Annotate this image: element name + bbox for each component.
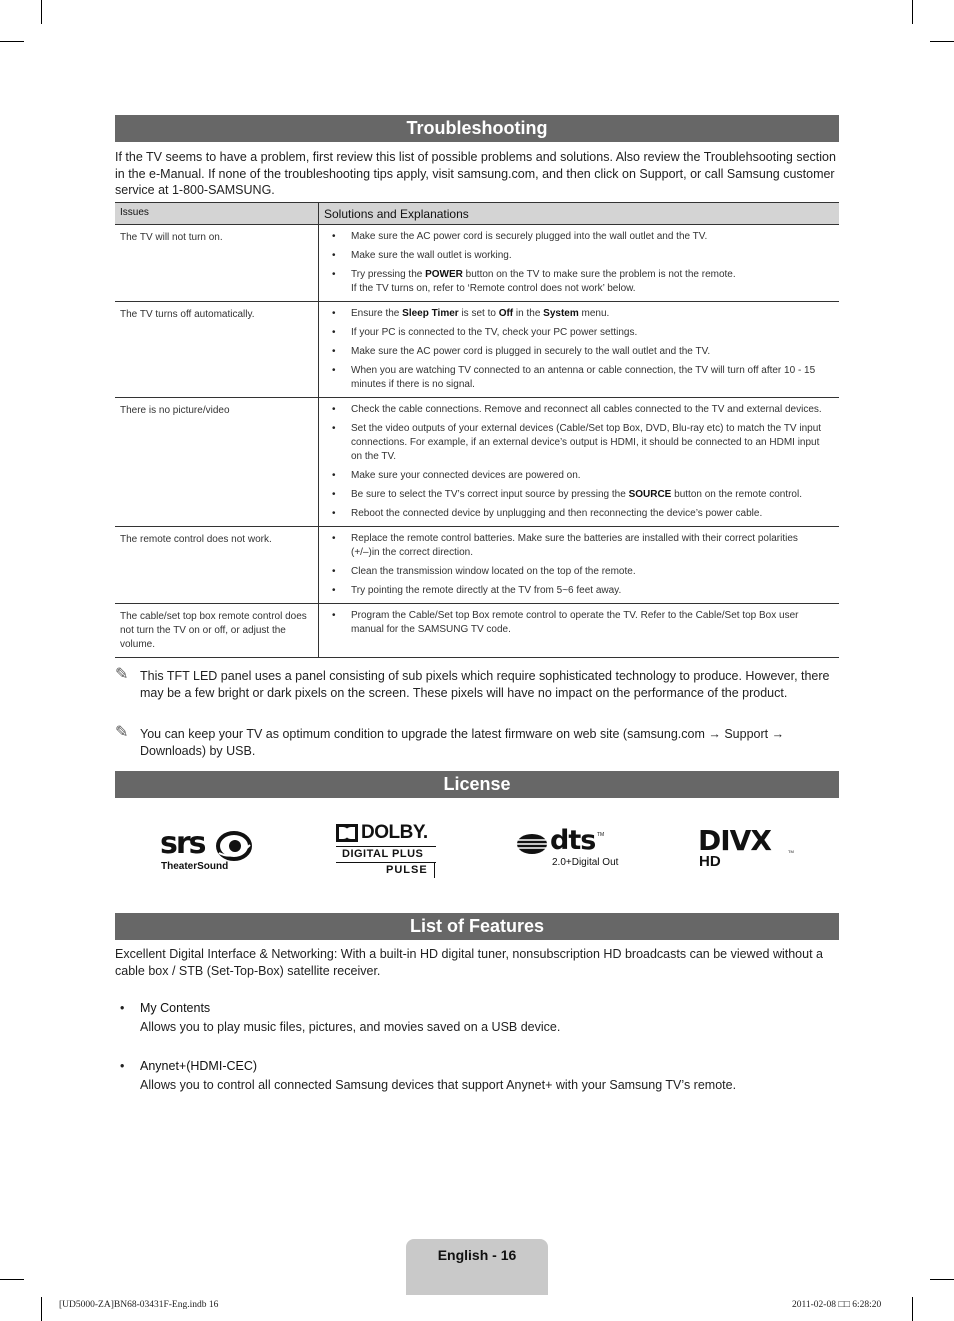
dolby-digital-plus-pulse-logo <box>336 823 438 879</box>
dts-logo-text: dts <box>550 825 596 856</box>
note-pixels-text: This TFT LED panel uses a panel consisting of sub pixels which require sophisticated technology to produce. However, there may be a few bright or dark pixels on the screen. These pixels will have no impact on the performance of the product. <box>140 669 830 700</box>
dts-digital-out-text: 2.0+Digital Out <box>552 857 619 868</box>
list-item: • Try pointing the remote directly at the TV from 5~6 feet away. <box>324 584 834 598</box>
feature-title: Anynet+(HDMI-CEC) <box>140 1059 258 1073</box>
solutions-cell <box>319 225 840 302</box>
feature-title: My Contents <box>140 1001 211 1015</box>
list-item: • Make sure the AC power cord is securely plugged into the wall outlet and the TV. <box>324 230 834 244</box>
date-info: 2011-02-08 □□ 6:28:20 <box>792 1300 882 1310</box>
pencil-note-icon: ✎ <box>115 666 129 683</box>
srs-logo-subtext: TheaterSound <box>161 861 229 872</box>
list-item: • Reboot the connected device by unplugging and then reconnecting the device’s power cable. <box>324 507 834 521</box>
list-item: • Make sure your connected devices are powered on. <box>324 469 834 483</box>
dts-tm-mark: TM <box>597 832 605 838</box>
solutions-list <box>324 230 834 296</box>
dolby-pulse-text: PULSE <box>386 864 428 876</box>
solutions-cell <box>319 302 840 398</box>
issue-cell: The TV turns off automatically. <box>115 302 319 398</box>
srs-theatersound-logo <box>160 828 255 876</box>
crop-mark <box>0 1279 24 1280</box>
dolby-double-d-icon <box>336 824 358 842</box>
solutions-list <box>324 403 834 521</box>
list-item: • Set the video outputs of your external devices (Cable/Set top Box, DVD, Blu-ray etc) to match the TV input connections. For example, if an external device’s output is HDMI, it should be connected to an HDMI input on the TV. <box>324 422 834 464</box>
list-item: • When you are watching TV connected to an antenna or cable connection, the TV will turn off after 10 - 15 minutes if there is no signal. <box>324 364 834 392</box>
table-row <box>115 527 839 604</box>
solutions-list <box>324 307 834 392</box>
features-intro: Excellent Digital Interface & Networking: With a built-in HD digital tuner, nonsubscription HD broadcasts can be viewed without a cable box / STB (Set-Top-Box) satellite receiver. <box>115 947 823 978</box>
crop-mark <box>0 41 24 42</box>
feature-description: Allows you to play music files, pictures, and movies saved on a USB device. <box>140 1020 561 1034</box>
table-row <box>115 302 839 398</box>
issue-cell: There is no picture/video <box>115 398 319 527</box>
list-item: • If your PC is connected to the TV, check your PC power settings. <box>324 326 834 340</box>
divx-tm-mark: TM <box>788 849 794 854</box>
page-number-tab: English - 16 <box>406 1239 548 1295</box>
dolby-digital-plus-text: DIGITAL PLUS <box>342 848 424 860</box>
solutions-list <box>324 532 834 598</box>
column-header-issues: Issues <box>115 203 319 225</box>
divx-hd-text: HD <box>699 853 721 870</box>
features-heading: List of Features <box>115 913 839 940</box>
dts-wave-icon <box>516 833 548 855</box>
troubleshooting-heading: Troubleshooting <box>115 115 839 142</box>
issue-cell: The remote control does not work. <box>115 527 319 604</box>
dts-digital-out-logo <box>516 825 621 870</box>
table-row <box>115 225 839 302</box>
list-item: • Clean the transmission window located on the top of the remote. <box>324 565 834 579</box>
divx-logo-text: DIVX <box>698 824 771 857</box>
column-header-solutions: Solutions and Explanations <box>319 203 840 225</box>
solutions-cell <box>319 604 840 658</box>
list-item: • Try pressing the POWER button on the TV to make sure the problem is not the remote. If the TV turns on, refer to ‘Remote control does not work’ below. <box>324 268 834 296</box>
crop-mark <box>930 1279 954 1280</box>
list-item: • Ensure the Sleep Timer is set to Off in the System menu. <box>324 307 834 321</box>
bullet: • <box>120 1059 125 1073</box>
troubleshooting-intro: If the TV seems to have a problem, first review this list of possible problems and solutions. Also review the Troublehsooting section in the e-Manual. If none of the troubleshooting tips apply, visit samsung.com, and then click on Support, or call Samsung customer service at 1-800-SAMSUNG. <box>115 150 836 197</box>
list-item: • Program the Cable/Set top Box remote control to operate the TV. Refer to the Cable/Set top Box user manual for the SAMSUNG TV code. <box>324 609 834 637</box>
note-pixels <box>115 668 839 702</box>
list-item: • Make sure the AC power cord is plugged in securely to the wall outlet and the TV. <box>324 345 834 359</box>
crop-mark <box>930 41 954 42</box>
bullet: • <box>120 1001 125 1015</box>
list-item: • Make sure the wall outlet is working. <box>324 249 834 263</box>
divx-hd-logo <box>698 824 798 873</box>
note-firmware-text: You can keep your TV as optimum condition to upgrade the latest firmware on web site (samsung.com → Support → Downloads) by USB. <box>140 727 785 758</box>
table-row <box>115 604 839 658</box>
feature-description: Allows you to control all connected Samsung devices that support Anynet+ with your Samsung TV’s remote. <box>140 1078 737 1092</box>
solutions-cell <box>319 398 840 527</box>
feature-item <box>115 1058 839 1098</box>
crop-mark <box>912 0 913 24</box>
file-info: [UD5000-ZA]BN68-03431F-Eng.indb 16 <box>59 1300 219 1310</box>
srs-logo-text: srs <box>160 826 205 861</box>
srs-eye-icon <box>216 831 252 861</box>
license-heading: License <box>115 771 839 798</box>
note-firmware <box>115 726 839 760</box>
troubleshooting-table <box>115 202 839 658</box>
list-item: • Replace the remote control batteries. Make sure the batteries are installed with their correct polarities (+/–)in the correct direction. <box>324 532 834 560</box>
crop-mark <box>912 1297 913 1321</box>
table-row <box>115 398 839 527</box>
crop-mark <box>41 0 42 24</box>
issue-cell: The TV will not turn on. <box>115 225 319 302</box>
crop-mark <box>41 1297 42 1321</box>
solutions-cell <box>319 527 840 604</box>
list-item: • Be sure to select the TV’s correct input source by pressing the SOURCE button on the remote control. <box>324 488 834 502</box>
issue-cell: The cable/set top box remote control does not turn the TV on or off, or adjust the volume. <box>115 604 319 658</box>
pencil-note-icon: ✎ <box>115 724 129 741</box>
feature-item <box>115 1000 839 1040</box>
dolby-logo-text: DOLBY. <box>361 822 428 843</box>
list-item: • Check the cable connections. Remove and reconnect all cables connected to the TV and external devices. <box>324 403 834 417</box>
solutions-list <box>324 609 834 637</box>
